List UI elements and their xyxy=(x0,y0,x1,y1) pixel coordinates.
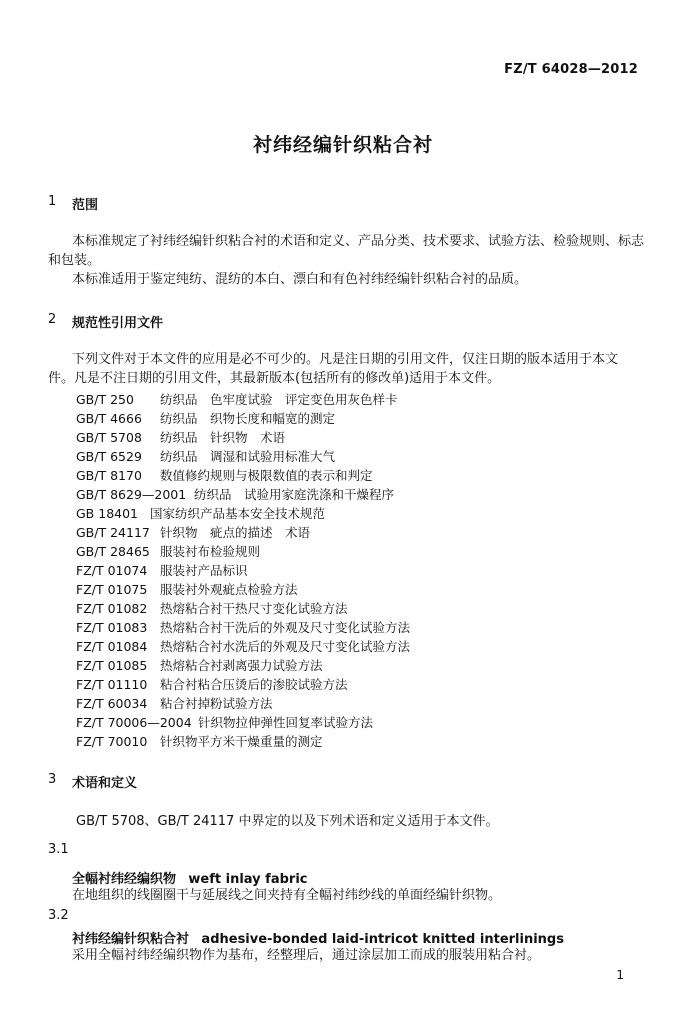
section-3-title: 术语和定义 xyxy=(72,776,138,791)
reference-name: 热熔粘合衬剥离强力试验方法 xyxy=(160,658,323,673)
reference-name: 针织物平方米干燥重量的测定 xyxy=(160,734,323,749)
normative-intro-line-2: 件。凡是不注日期的引用文件，其最新版本(包括所有的修改单)适用于本文件。 xyxy=(48,371,501,386)
term-3-1-definition: 在地组织的线圈圈干与延展线之间夹持有全幅衬纬纱线的单面经编针织物。 xyxy=(72,888,502,903)
reference-name: 服装衬布检验规则 xyxy=(160,544,261,559)
reference-item xyxy=(76,675,348,693)
reference-item xyxy=(76,618,410,636)
reference-item xyxy=(76,694,273,712)
normative-intro-line-1: 下列文件对于本文件的应用是必不可少的。凡是注日期的引用文件，仅注日期的版本适用于本文 xyxy=(72,352,619,367)
page-title: 衬纬经编针织粘合衬 xyxy=(252,134,433,156)
page-number: 1 xyxy=(616,968,624,982)
reference-code: FZ/T 01085 xyxy=(76,658,148,673)
term-3-1-chinese: 全幅衬纬经编织物 xyxy=(72,872,177,887)
reference-item xyxy=(76,466,373,484)
reference-item xyxy=(76,656,323,674)
reference-name: 纺织品 试验用家庭洗涤和干燥程序 xyxy=(194,487,395,502)
reference-name: 国家纺织产品基本安全技术规范 xyxy=(150,506,326,521)
reference-name: 服装衬产品标识 xyxy=(160,563,248,578)
reference-code: FZ/T 01082 xyxy=(76,601,148,616)
standard-code: FZ/T 64028—2012 xyxy=(504,62,638,77)
reference-item xyxy=(76,409,335,427)
reference-code: GB/T 8629—2001 xyxy=(76,487,187,502)
reference-code: GB/T 5708 xyxy=(76,430,142,445)
reference-item xyxy=(76,523,310,541)
reference-item xyxy=(76,390,398,408)
reference-code: FZ/T 01075 xyxy=(76,582,148,597)
section-2-title: 规范性引用文件 xyxy=(72,316,164,331)
reference-code: FZ/T 01083 xyxy=(76,620,148,635)
reference-code: FZ/T 70006—2004 xyxy=(76,715,192,730)
reference-item xyxy=(76,561,248,579)
reference-item xyxy=(76,637,410,655)
section-2-number: 2 xyxy=(48,312,57,327)
reference-item xyxy=(76,485,394,503)
reference-item xyxy=(76,713,373,731)
reference-name: 热熔粘合衬干洗后的外观及尺寸变化试验方法 xyxy=(160,620,411,635)
section-1-number: 1 xyxy=(48,194,57,209)
reference-item xyxy=(76,504,325,522)
reference-name: 纺织品 针织物 术语 xyxy=(160,430,286,445)
reference-name: 针织物 疵点的描述 术语 xyxy=(160,525,311,540)
reference-code: GB 18401 xyxy=(76,506,138,521)
term-3-1-heading xyxy=(72,868,308,887)
terms-intro: GB/T 5708、GB/T 24117 中界定的以及下列术语和定义适用于本文件。 xyxy=(76,814,499,829)
term-3-2-number: 3.2 xyxy=(48,908,69,923)
reference-code: GB/T 4666 xyxy=(76,411,142,426)
term-3-2-definition: 采用全幅衬纬经编织物作为基布，经整理后，通过涂层加工而成的服装用粘合衬。 xyxy=(72,948,541,963)
reference-name: 数值修约规则与极限数值的表示和判定 xyxy=(160,468,373,483)
term-3-2-chinese: 衬纬经编针织粘合衬 xyxy=(72,932,190,947)
reference-name: 纺织品 织物长度和幅宽的测定 xyxy=(160,411,336,426)
reference-name: 热熔粘合衬水洗后的外观及尺寸变化试验方法 xyxy=(160,639,411,654)
reference-name: 粘合衬掉粉试验方法 xyxy=(160,696,273,711)
reference-item xyxy=(76,447,335,465)
reference-name: 服装衬外观疵点检验方法 xyxy=(160,582,298,597)
term-3-1-english: weft inlay fabric xyxy=(188,872,308,887)
reference-code: FZ/T 01074 xyxy=(76,563,148,578)
reference-item xyxy=(76,599,348,617)
reference-code: FZ/T 01084 xyxy=(76,639,148,654)
reference-code: GB/T 8170 xyxy=(76,468,142,483)
reference-code: FZ/T 01110 xyxy=(76,677,148,692)
reference-name: 纺织品 调湿和试验用标准大气 xyxy=(160,449,336,464)
reference-code: GB/T 24117 xyxy=(76,525,150,540)
reference-code: GB/T 250 xyxy=(76,392,134,407)
scope-paragraph-line-1: 本标准规定了衬纬经编针织粘合衬的术语和定义、产品分类、技术要求、试验方法、检验规则、标志 xyxy=(72,234,645,249)
reference-item xyxy=(76,732,323,750)
reference-item xyxy=(76,428,285,446)
reference-name: 粘合衬粘合压烫后的渗胶试验方法 xyxy=(160,677,348,692)
reference-code: FZ/T 70010 xyxy=(76,734,148,749)
reference-code: GB/T 28465 xyxy=(76,544,150,559)
reference-item xyxy=(76,580,298,598)
reference-code: GB/T 6529 xyxy=(76,449,142,464)
section-3-number: 3 xyxy=(48,772,57,787)
reference-code: FZ/T 60034 xyxy=(76,696,148,711)
term-3-1-number: 3.1 xyxy=(48,842,69,857)
section-1-title: 范围 xyxy=(72,198,99,213)
scope-paragraph-line-2: 和包装。 xyxy=(48,253,101,268)
reference-name: 热熔粘合衬干热尺寸变化试验方法 xyxy=(160,601,348,616)
reference-name: 针织物拉伸弹性回复率试验方法 xyxy=(198,715,374,730)
term-3-2-english: adhesive-bonded laid-intricot knitted interlinings xyxy=(201,932,564,947)
reference-item xyxy=(76,542,260,560)
term-3-2-heading xyxy=(72,928,564,947)
scope-paragraph-2: 本标准适用于鉴定纯纺、混纺的本白、漂白和有色衬纬经编针织粘合衬的品质。 xyxy=(72,272,528,287)
reference-name: 纺织品 色牢度试验 评定变色用灰色样卡 xyxy=(160,392,398,407)
